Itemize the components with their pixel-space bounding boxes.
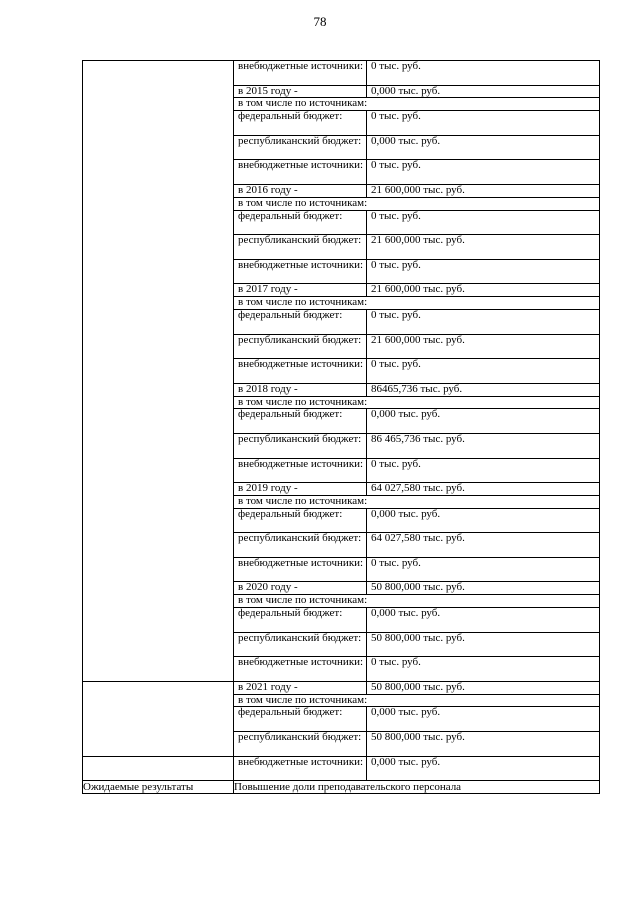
funding-breakdown — [234, 61, 599, 681]
budget-table-body — [83, 61, 600, 794]
source-amount: 0 тыс. руб. — [367, 111, 600, 136]
section-detail-cell — [234, 681, 600, 756]
source-amount: 86 465,736 тыс. руб. — [367, 433, 600, 458]
source-label: внебюджетные источники: — [234, 259, 367, 284]
year-total-row — [234, 582, 599, 595]
source-label: федеральный бюджет: — [234, 707, 367, 732]
source-amount: 64 027,580 тыс. руб. — [367, 533, 600, 558]
sources-header-text: в том числе по источникам: — [234, 595, 599, 608]
section-detail-cell — [234, 61, 600, 682]
year-total-row — [234, 682, 599, 694]
source-label: федеральный бюджет: — [234, 111, 367, 136]
sources-header-text: в том числе по источникам: — [234, 694, 599, 707]
source-row — [234, 160, 599, 185]
sources-header-row — [234, 495, 599, 508]
source-row — [234, 235, 599, 260]
year-total-value: 50 800,000 тыс. руб. — [367, 582, 600, 595]
source-amount: 0 тыс. руб. — [367, 557, 600, 582]
source-row — [234, 359, 599, 384]
funding-breakdown — [234, 757, 599, 781]
source-label: внебюджетные источники: — [234, 61, 367, 85]
source-amount: 0,000 тыс. руб. — [367, 409, 600, 434]
source-row — [234, 409, 599, 434]
funding-breakdown — [234, 682, 599, 756]
source-row — [234, 533, 599, 558]
page-number: 78 — [313, 14, 327, 29]
source-label: республиканский бюджет: — [234, 235, 367, 260]
source-row — [234, 707, 599, 732]
year-total-value: 64 027,580 тыс. руб. — [367, 483, 600, 496]
source-label: внебюджетные источники: — [234, 557, 367, 582]
expected-results-text: Повышение доли преподавательского персонала — [234, 781, 600, 794]
sources-header-text: в том числе по источникам: — [234, 197, 599, 210]
year-total-value: 86465,736 тыс. руб. — [367, 383, 600, 396]
sources-header-row — [234, 197, 599, 210]
year-label: в 2018 году - — [234, 383, 367, 396]
sources-header-row — [234, 98, 599, 111]
source-row — [234, 259, 599, 284]
sources-header-text: в том числе по источникам: — [234, 495, 599, 508]
year-total-row — [234, 483, 599, 496]
source-label: республиканский бюджет: — [234, 632, 367, 657]
expected-results-row — [83, 781, 600, 794]
source-row — [234, 508, 599, 533]
sources-header-text: в том числе по источникам: — [234, 98, 599, 111]
source-row — [234, 757, 599, 781]
source-amount: 0,000 тыс. руб. — [367, 135, 600, 160]
source-row — [234, 309, 599, 334]
source-label: внебюджетные источники: — [234, 160, 367, 185]
source-amount: 21 600,000 тыс. руб. — [367, 334, 600, 359]
year-label: в 2016 году - — [234, 184, 367, 197]
source-label: республиканский бюджет: — [234, 433, 367, 458]
section-detail-cell — [234, 756, 600, 781]
source-label: федеральный бюджет: — [234, 508, 367, 533]
source-row — [234, 458, 599, 483]
source-amount: 0 тыс. руб. — [367, 210, 600, 235]
year-label: в 2015 году - — [234, 85, 367, 98]
year-total-value: 50 800,000 тыс. руб. — [367, 682, 600, 694]
sources-header-row — [234, 297, 599, 310]
year-label: в 2020 году - — [234, 582, 367, 595]
section-left-cell — [83, 61, 234, 682]
section-left-cell — [83, 681, 234, 756]
section-row — [83, 681, 600, 756]
source-amount: 0,000 тыс. руб. — [367, 757, 600, 781]
source-row — [234, 657, 599, 681]
year-total-value: 21 600,000 тыс. руб. — [367, 184, 600, 197]
source-label: внебюджетные источники: — [234, 657, 367, 681]
source-row — [234, 608, 599, 633]
source-amount: 0 тыс. руб. — [367, 458, 600, 483]
source-amount: 0 тыс. руб. — [367, 259, 600, 284]
sources-header-row — [234, 396, 599, 409]
source-amount: 0,000 тыс. руб. — [367, 707, 600, 732]
budget-table — [82, 60, 600, 794]
source-amount: 50 800,000 тыс. руб. — [367, 632, 600, 657]
year-label: в 2021 году - — [234, 682, 367, 694]
sources-header-text: в том числе по источникам: — [234, 396, 599, 409]
source-amount: 0 тыс. руб. — [367, 160, 600, 185]
source-label: республиканский бюджет: — [234, 732, 367, 756]
source-row — [234, 732, 599, 756]
source-row — [234, 334, 599, 359]
source-row — [234, 135, 599, 160]
source-row — [234, 632, 599, 657]
year-total-value: 21 600,000 тыс. руб. — [367, 284, 600, 297]
source-amount: 0 тыс. руб. — [367, 359, 600, 384]
source-amount: 0 тыс. руб. — [367, 657, 600, 681]
year-total-row — [234, 284, 599, 297]
source-amount: 0 тыс. руб. — [367, 309, 600, 334]
source-label: внебюджетные источники: — [234, 458, 367, 483]
year-total-row — [234, 184, 599, 197]
source-label: федеральный бюджет: — [234, 210, 367, 235]
source-label: республиканский бюджет: — [234, 533, 367, 558]
source-label: федеральный бюджет: — [234, 309, 367, 334]
source-row — [234, 433, 599, 458]
section-row — [83, 756, 600, 781]
sources-header-text: в том числе по источникам: — [234, 297, 599, 310]
source-amount: 0,000 тыс. руб. — [367, 508, 600, 533]
source-label: федеральный бюджет: — [234, 409, 367, 434]
section-row — [83, 61, 600, 682]
source-label: внебюджетные источники: — [234, 359, 367, 384]
year-label: в 2019 году - — [234, 483, 367, 496]
source-label: республиканский бюджет: — [234, 135, 367, 160]
source-amount: 21 600,000 тыс. руб. — [367, 235, 600, 260]
source-label: внебюджетные источники: — [234, 757, 367, 781]
source-label: республиканский бюджет: — [234, 334, 367, 359]
source-label: федеральный бюджет: — [234, 608, 367, 633]
section-left-cell — [83, 756, 234, 781]
sources-header-row — [234, 595, 599, 608]
expected-results-label: Ожидаемые результаты — [83, 781, 234, 794]
source-row — [234, 210, 599, 235]
source-row — [234, 61, 599, 85]
year-total-row — [234, 383, 599, 396]
source-amount: 0 тыс. руб. — [367, 61, 600, 85]
sources-header-row — [234, 694, 599, 707]
year-label: в 2017 году - — [234, 284, 367, 297]
source-row — [234, 111, 599, 136]
year-total-row — [234, 85, 599, 98]
source-amount: 0,000 тыс. руб. — [367, 608, 600, 633]
year-total-value: 0,000 тыс. руб. — [367, 85, 600, 98]
source-amount: 50 800,000 тыс. руб. — [367, 732, 600, 756]
source-row — [234, 557, 599, 582]
